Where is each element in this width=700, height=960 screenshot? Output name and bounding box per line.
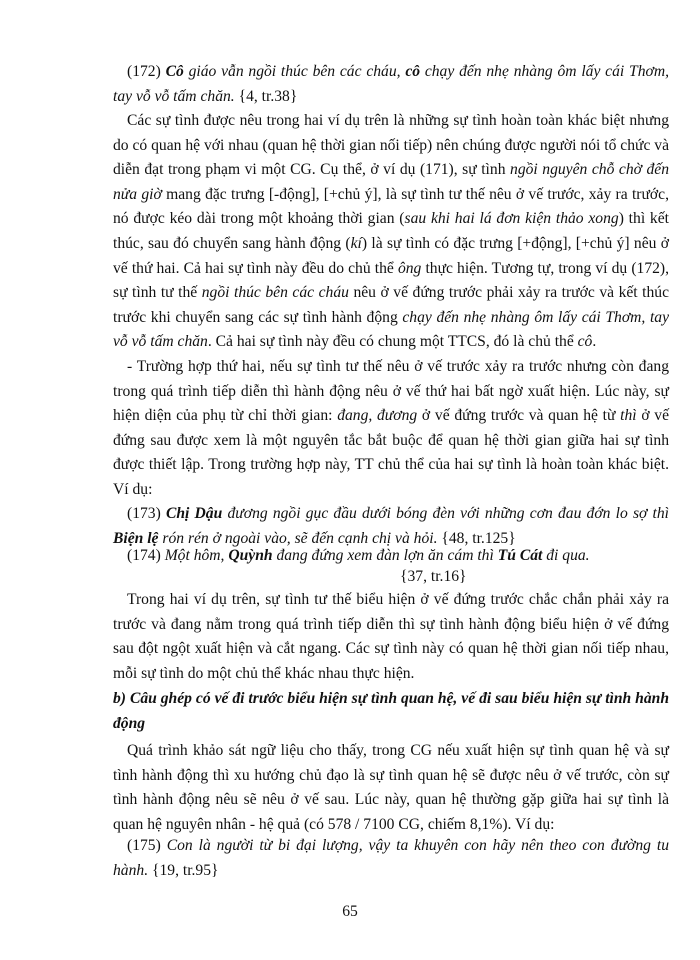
citation: {4, tr.38} — [234, 87, 298, 105]
subject-emphasis: Tú Cát — [497, 547, 543, 564]
citation: {37, tr.16} — [400, 568, 467, 585]
example-text: chạy đến nhẹ nhàng ôm lấy cái Thơm, tay vỗ vỗ tấm chăn. — [113, 63, 669, 105]
subject-emphasis: Cô — [165, 63, 184, 80]
example-174: (174) Một hôm, Quỳnh đang đứng xem đàn lợn ăn cám thì Tú Cát đi qua. — [127, 547, 590, 564]
example-number: (174) — [127, 547, 165, 564]
example-number: (175) — [127, 837, 167, 854]
example-number: (173) — [127, 505, 166, 522]
citation: {48, tr.125} — [437, 529, 516, 547]
paragraph-survey: Quá trình khảo sát ngữ liệu cho thấy, trong CG nếu xuất hiện sự tình quan hệ và sự tình hành động thì xu hướng chủ đạo là sự tình quan hệ sẽ được nêu ở vế trước, còn sự tình hành động nêu sẽ nêu ở vế sau. Lúc này, quan hệ thường gặp giữa hai sự tình là quan hệ nguyên nhân - hệ quả (có 578 / 7100 CG, chiếm 8,1%). Ví dụ: — [113, 742, 669, 833]
section-heading-b: b) Câu ghép có vế đi trước biểu hiện sự tình quan hệ, vế đi sau biểu hiện sự tình hành động — [113, 690, 669, 732]
example-text: Con là người từ bi đại lượng, vậy ta khuyên con hãy nên theo con đường tu hành. — [113, 837, 669, 879]
subject-emphasis: Biện lệ — [113, 529, 159, 547]
paragraph-analysis: Các sự tình được nêu trong hai ví dụ trên là những sự tình hoàn toàn khác biệt nhưng do có quan hệ với nhau (quan hệ thời gian nối tiếp) nên chúng được người nói tổ chức và diễn đạt trong phạm vi một CG. Cụ thể, ở ví dụ (171), sự tình ngồi nguyên chỗ chờ đến nửa giờ mang đặc trưng [-động], [+chủ ý], là sự tình tư thế nêu ở vế trước, xảy ra trước, nó được kéo dài trong một khoảng thời gian (sau khi hai lá đơn kiện thảo xong) thì kết thúc, sau đó chuyển sang hành động (kí) là sự tình có đặc trưng [+động], [+chủ ý] nêu ở vế thứ hai. Cả hai sự tình này đều do chủ thể ông thực hiện. Tương tự, trong ví dụ (172), sự tình tư thế ngồi thúc bên các cháu nêu ở vế đứng trước phải xảy ra trước và kết thúc trước khi chuyển sang các sự tình hành động chạy đến nhẹ nhàng ôm lấy cái Thơm, tay vỗ vỗ tấm chăn. Cả hai sự tình này đều có chung một TTCS, đó là chủ thể cô. — [113, 112, 670, 351]
citation: {19, tr.95} — [148, 861, 219, 879]
subject-emphasis: Quỳnh — [228, 547, 273, 564]
example-text: rón rén ở ngoài vào, sẽ đến cạnh chị và hỏi. — [158, 529, 438, 547]
example-text: đương ngồi gục đầu dưới bóng đèn với những cơn đau đớn lo sợ thì — [222, 505, 669, 522]
subject-emphasis: cô — [405, 63, 421, 80]
example-172 — [113, 60, 669, 109]
paragraph-second-case: - Trường hợp thứ hai, nếu sự tình tư thế nêu ở vế trước xảy ra trước nhưng còn đang trong quá trình tiếp diễn thì hành động nêu ở vế thứ hai bất ngờ xuất hiện. Lúc này, sự hiện diện của phụ từ chỉ thời gian: đang, đương ở vế đứng trước và quan hệ từ thì ở vế đứng sau được xem là một nguyên tắc bắt buộc để quan hệ thời gian giữa hai sự tình được thiết lập. Trong trường hợp này, TT chủ thể của hai sự tình là hoàn toàn khác biệt. Ví dụ: — [113, 358, 670, 498]
example-text: giáo vẫn ngồi thúc bên các cháu, — [183, 63, 406, 80]
example-175 — [113, 834, 669, 883]
subject-emphasis: Chị Dậu — [165, 505, 223, 522]
page-number: 65 — [342, 903, 358, 920]
example-number: (172) — [127, 63, 166, 80]
paragraph-discussion: Trong hai ví dụ trên, sự tình tư thế biểu hiện ở vế đứng trước chắc chắn phải xảy ra trước và đang nằm trong quá trình tiếp diễn thì sự tình hành động biểu hiện ở vế đứng sau đột ngột xuất hiện và cắt ngang. Các sự tình này có quan hệ thời gian nối tiếp nhau, mỗi sự tình do một chủ thể khác nhau thực hiện. — [113, 591, 669, 682]
